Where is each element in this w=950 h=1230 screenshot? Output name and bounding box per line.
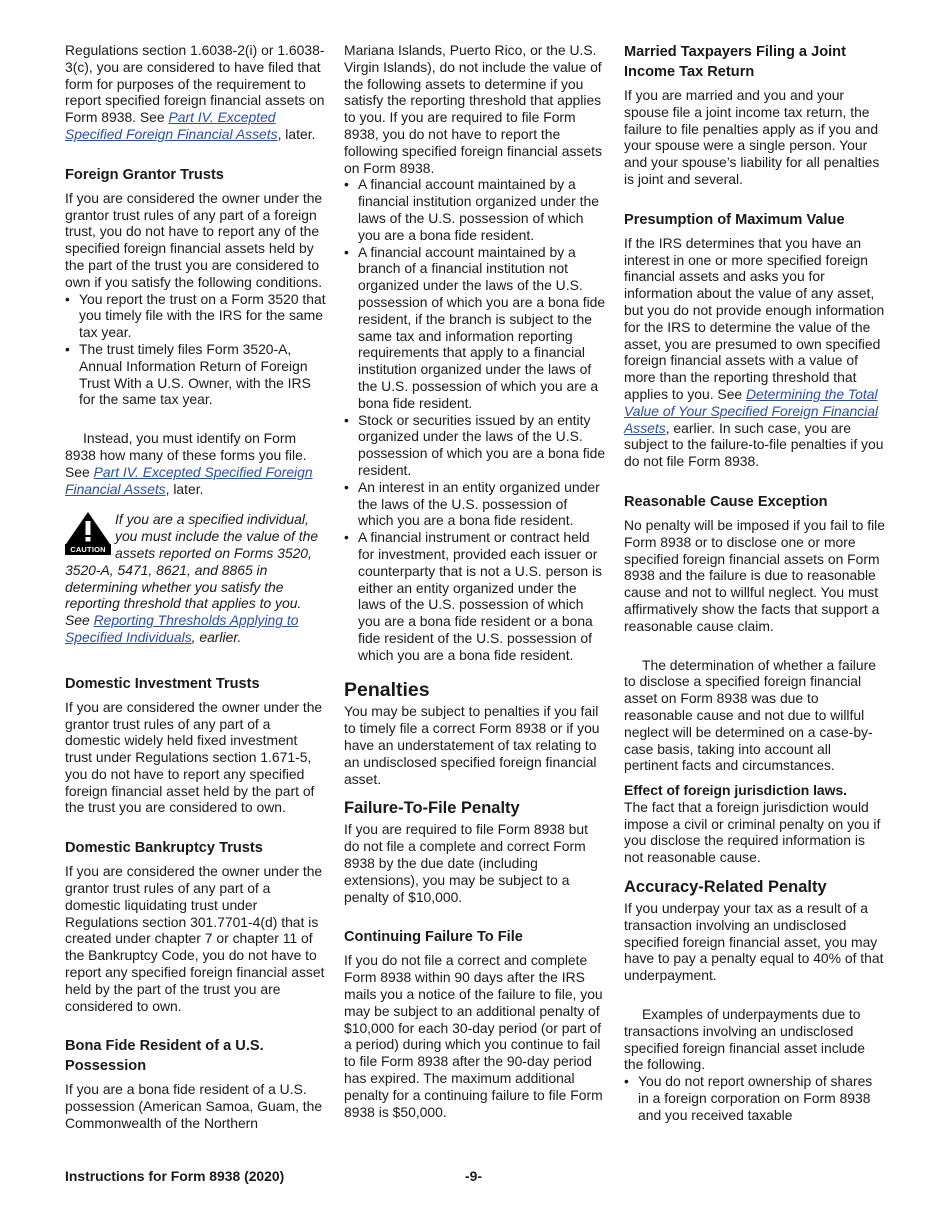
continuing-failure-paragraph: If you do not file a correct and complete Form 8938 within 90 days after the IRS mails you a notice of the failure to file, you may be subject to an additional penalty of $10,000 for each 30-day period (or part of a period) during which you continue to fail to file Form 8938 after the 90-day period has expired. The maximum additional penalty for a continuing failure to file Form 8938 is $50,000. [344,952,603,1120]
reasonable-cause-heading: Reasonable Cause Exception [624,493,828,510]
effect-label: Effect of foreign jurisdiction laws. [624,782,848,799]
accuracy-paragraph-1: If you underpay your tax as a result of a transaction involving an undisclosed specified foreign financial asset, you may have to pay a penalty equal to 40% of that underpayment. [624,900,884,984]
caution-icon [65,511,111,555]
bullet-icon: • [344,243,349,260]
bullet-icon: • [65,290,70,307]
bullet-icon: • [344,176,349,193]
domestic-investment-trusts-paragraph: If you are considered the owner under the grantor trust rules of any part of a domestic widely held fixed investment trust under Regulations section 1.671-5, you do not have to report any specified foreign financial asset held by the part of the trust you are considered to own. [65,698,323,816]
married-taxpayers-heading: Married Taxpayers Filing a Joint Income Tax Return [624,44,846,80]
bullet-icon: • [624,1073,629,1090]
list-item: • Stock or securities issued by an entity organized under the laws of the U.S. possession of which you are a bona fide resident. [344,411,606,478]
bullet-icon: • [344,529,349,546]
foreign-grantor-trusts-paragraph: If you are considered the owner under the grantor trust rules of any part of a foreign trust, you do not have to report any of the specified foreign financial assets held by the part of the trust you are considered to own if you satisfy the following conditions. [65,189,323,290]
penalties-paragraph: You may be subject to penalties if you fail to timely file a correct Form 8938 or if you have an understatement of tax relating to an undisclosed specified foreign financial asset. [344,703,600,787]
caution-note: CAUTION If you are a specified individual, you must include the value of the assets reported on Forms 3520, 3520-A, 5471, 8621, and 8865 in determining whether you satisfy the reporting threshold that applies to you. See Reporting Thresholds Applying to Specified Individuals, earlier. [65,511,319,645]
determining-total-value-link[interactable]: Determining the Total Value of Your Specified Foreign Financial Assets [624,385,879,436]
footer-form-title: Instructions for Form 8938 (2020) [65,1168,285,1184]
presumption-paragraph: If the IRS determines that you have an interest in one or more specified foreign financial assets and asks you for information about the value of any asset, but you do not provide enough information for the IRS to determine the value of the asset, you are presumed to own specified foreign financial assets with a value of more than the reporting threshold that applies to you. See Determining the Total Value of Your Specified Foreign Financial Assets, earlier. In such case, you are subject to the failure-to-file penalties if you do not file Form 8938. [624,234,885,470]
part-iv-link[interactable]: Part IV. Excepted Specified Foreign Financial Assets [65,109,278,142]
list-item: • You report the trust on a Form 3520 that you timely file with the IRS for the same tax year. [65,290,326,341]
column-2 [344,42,606,1120]
list-item: • The trust timely files Form 3520-A, Annual Information Return of Foreign Trust With a U.S. Owner, with the IRS for the same tax year. [65,340,311,408]
presumption-heading: Presumption of Maximum Value [624,211,845,228]
failure-to-file-heading: Failure-To-File Penalty [344,799,520,818]
reporting-thresholds-link[interactable]: Reporting Thresholds Applying to Specified Individuals [65,612,299,645]
penalties-heading: Penalties [344,679,430,702]
page-number: -9- [465,1168,482,1184]
bullet-icon: • [344,411,349,428]
instead-paragraph: Instead, you must identify on Form 8938 how many of these forms you file. See Part IV. Excepted Specified Foreign Financial Assets, later. [65,430,313,497]
list-item: • An interest in an entity organized under the laws of the U.S. possession of which you are a bona fide resident. [344,478,600,529]
bona-fide-resident-paragraph: If you are a bona fide resident of a U.S. possession (American Samoa, Guam, the Commonwealth of the Northern [65,1081,323,1132]
list-item: • A financial account maintained by a financial institution organized under the laws of the U.S. possession of which you are a bona fide resident. [344,176,599,243]
warning-triangle-icon [65,511,111,545]
column-1 [65,42,327,1132]
accuracy-related-heading: Accuracy-Related Penalty [624,878,827,897]
caution-label: CAUTION [65,544,111,555]
bullet-icon: • [65,340,70,357]
list-item: • A financial account maintained by a branch of a financial institution not organized under the laws of the U.S. possession of which you are a bona fide resident, if the branch is subject to the same tax and information reporting requirements that apply to a financial institution organized under the laws of the U.S. possession of which you are a bona fide resident. [344,243,606,411]
bona-fide-resident-heading: Bona Fide Resident of a U.S. Possession [65,1038,264,1075]
list-item: • A financial instrument or contract held for investment, provided each issuer or counterparty that is not a U.S. person is either an entity organized under the laws of the U.S. possession of which you are a bona fide resident or a bona fide resident of the U.S. possession of which you are a bona fide resident. [344,529,602,663]
domestic-investment-trusts-heading: Domestic Investment Trusts [65,675,260,692]
domestic-bankruptcy-trusts-paragraph: If you are considered the owner under the grantor trust rules of any part of a domestic liquidating trust under Regulations section 301.7701-4(d) that is created under chapter 7 or chapter 11 of the Bankruptcy Code, you do not have to report any specified foreign financial asset held by the part of the trust you are considered to own. [65,863,325,1014]
bullet-icon: • [344,478,349,495]
reasonable-cause-paragraph-1: No penalty will be imposed if you fail to file Form 8938 or to disclose one or more specified foreign financial assets on Form 8938 and the failure is due to reasonable cause and not to willful neglect. You must affirmatively show the facts that support a reasonable cause claim. [624,516,885,634]
continuing-failure-heading: Continuing Failure To File [344,929,523,946]
failure-to-file-paragraph: If you are required to file Form 8938 but do not file a complete and correct Form 8938 by the due date (including extensions), you may be subject to a penalty of $10,000. [344,821,588,905]
intro-paragraph: Regulations section 1.6038-2(i) or 1.6038-3(c), you are considered to have filed that form for purposes of the requirement to report specified foreign financial assets on Form 8938. See Part IV. Excepted Specified Foreign Financial Assets, later. [65,42,325,142]
married-taxpayers-paragraph: If you are married and you and your spouse file a joint income tax return, the failure to file penalties apply as if you and your spouse were a single person. Your and your spouse’s liability for all penalties is joint and several. [624,87,880,187]
possession-continued-paragraph: Mariana Islands, Puerto Rico, or the U.S. Virgin Islands), do not include the value of the following assets to determine if you satisfy the reporting threshold that applies to you. If you are required to file Form 8938, you do not have to report the following specified foreign financial assets on Form 8938. [344,42,602,176]
foreign-grantor-trusts-heading: Foreign Grantor Trusts [65,166,224,183]
list-item: • You do not report ownership of shares in a foreign corporation on Form 8938 and you received taxable [624,1073,873,1123]
accuracy-paragraph-2: Examples of underpayments due to transactions involving an undisclosed specified foreign financial asset include the following. [624,1006,865,1073]
part-iv-link-2[interactable]: Part IV. Excepted Specified Foreign Financial Assets [65,463,313,497]
reasonable-cause-paragraph-2: The determination of whether a failure to disclose a specified foreign financial asset on Form 8938 was due to reasonable cause and not due to willful neglect will be determined on a case-by-case basis, taking into account all pertinent facts and circumstances. [624,656,876,774]
effect-paragraph: Effect of foreign jurisdiction laws. The fact that a foreign jurisdiction would impose a civil or criminal penalty on you if you disclose the required information is not reasonable cause. [624,782,881,866]
domestic-bankruptcy-trusts-heading: Domestic Bankruptcy Trusts [65,840,263,857]
column-3 [624,42,886,1124]
